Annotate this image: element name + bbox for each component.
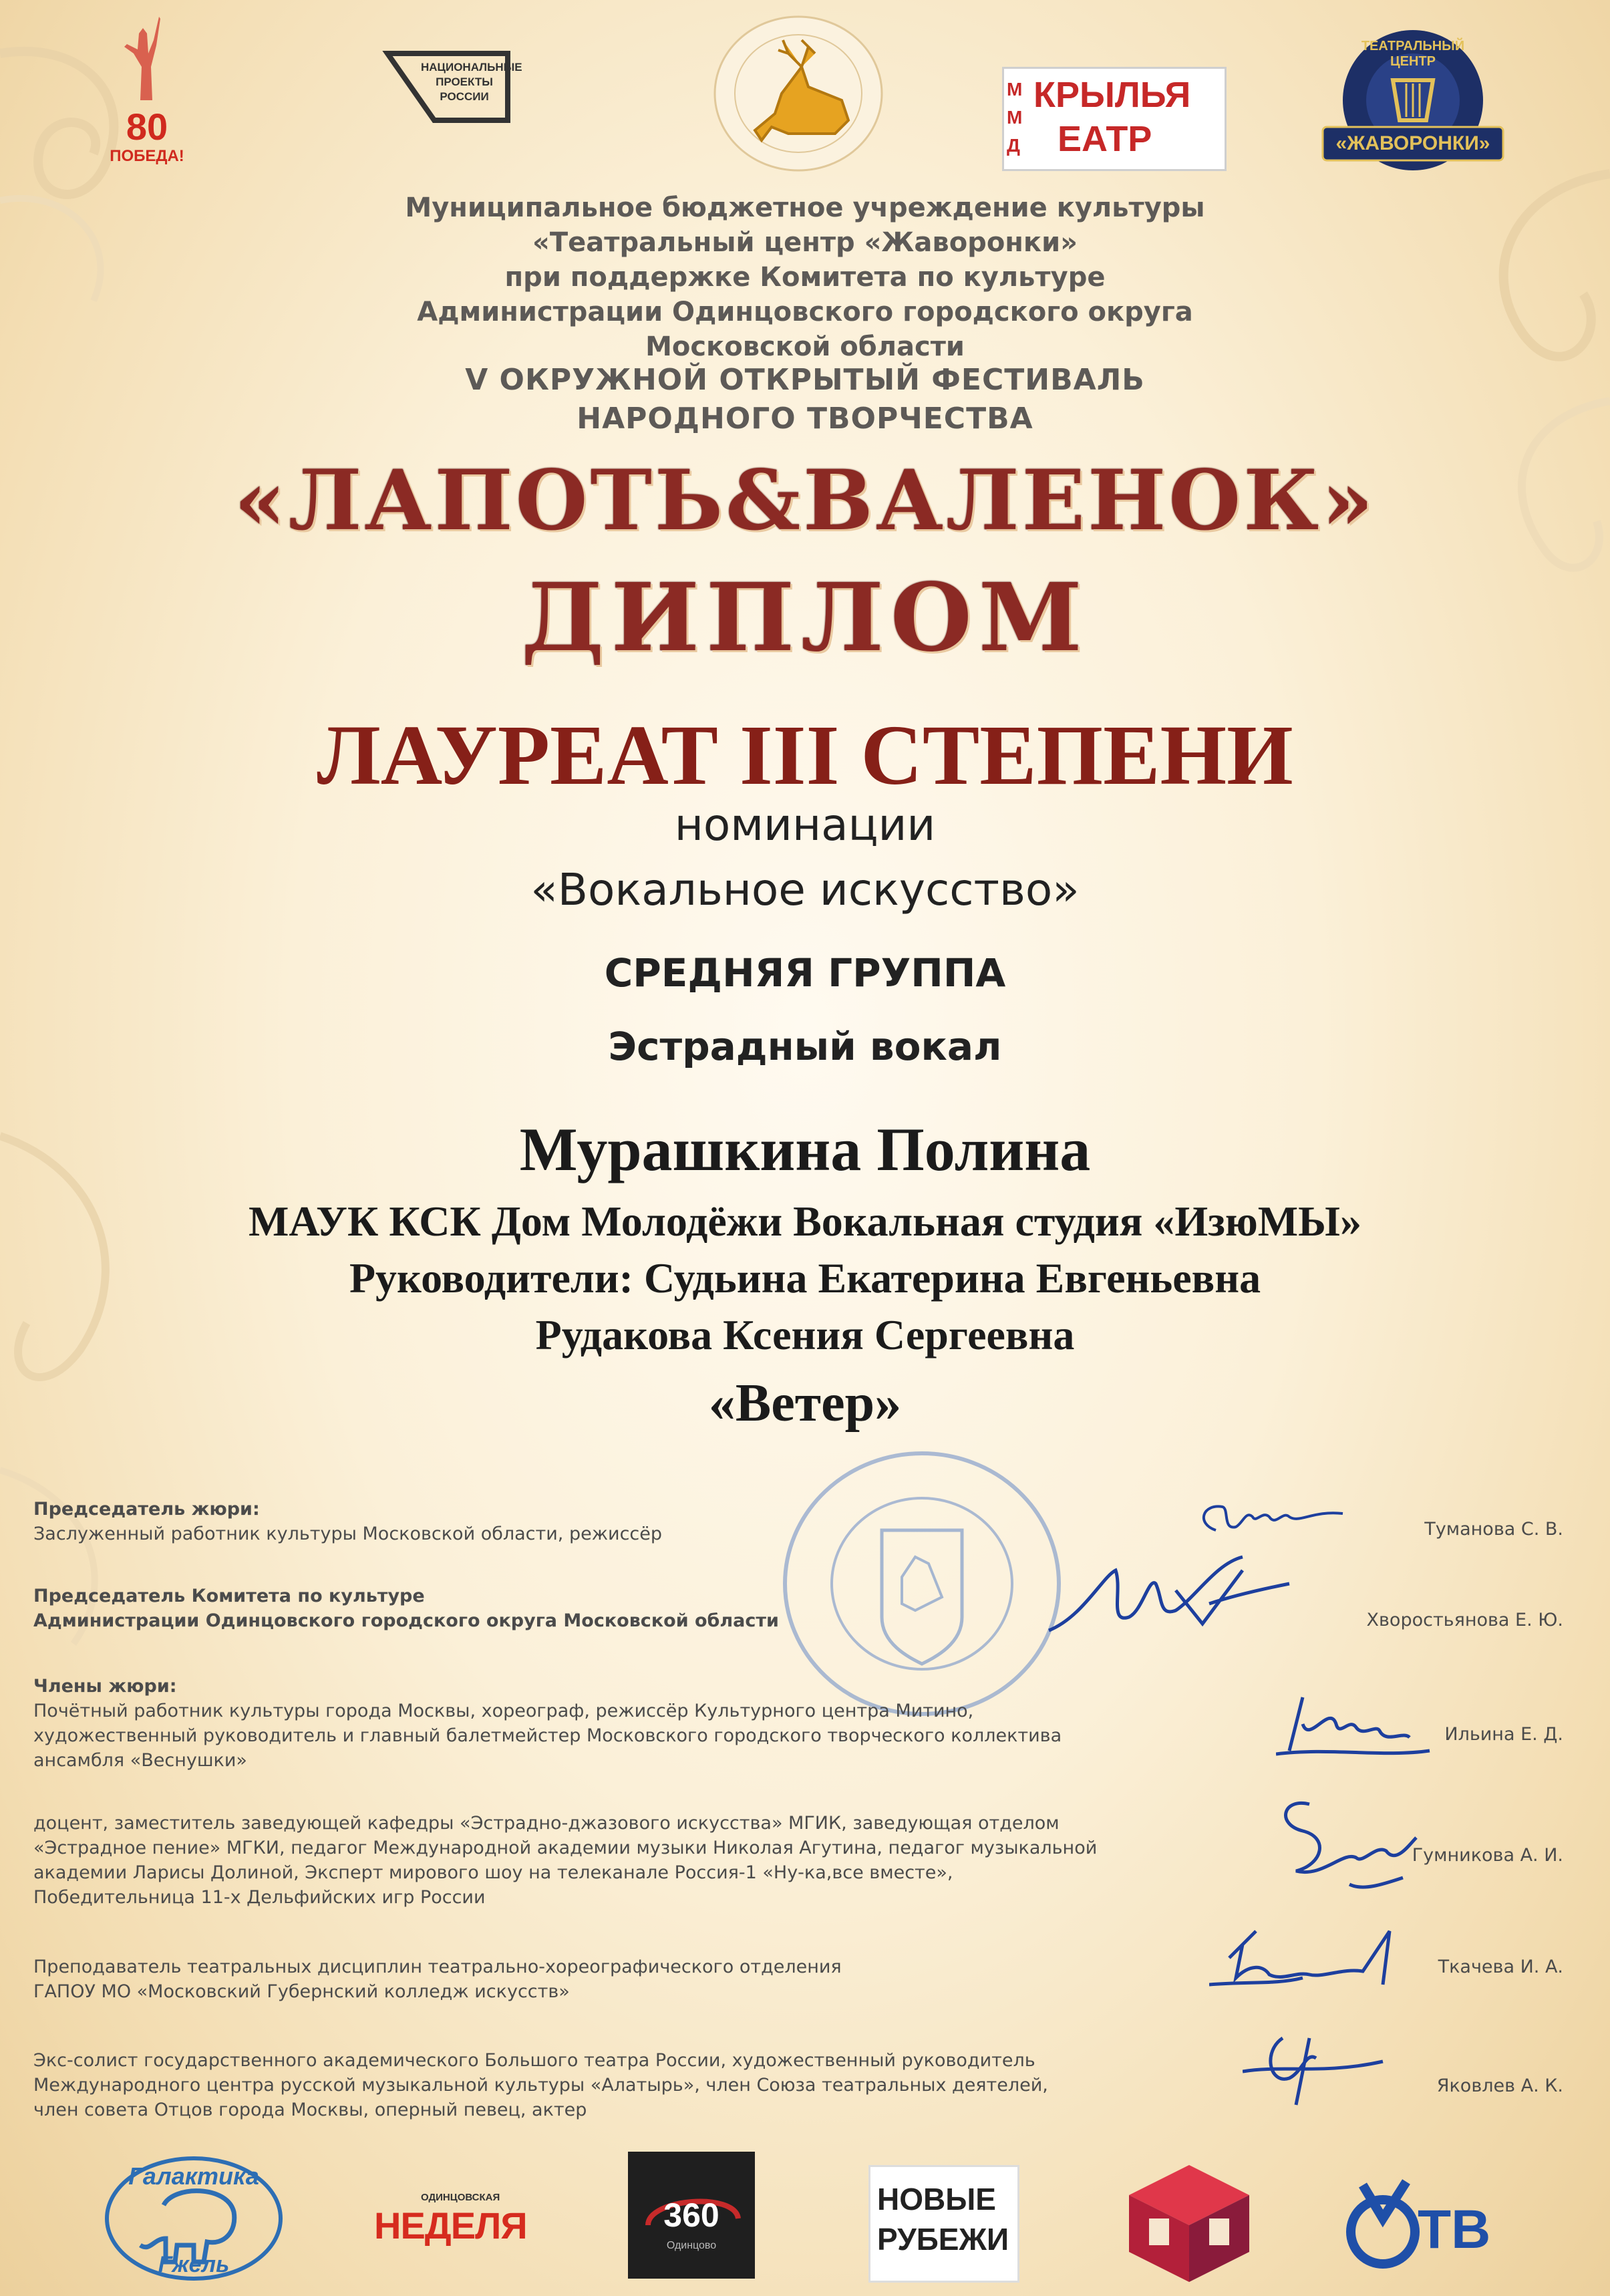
- festival-title: [0, 361, 1610, 438]
- leaders-line: Руководители: Судьина Екатерина Евгеньевна: [349, 1254, 1261, 1302]
- otv-logo: [1343, 2178, 1503, 2272]
- tv360-sub: Одинцово: [666, 2240, 717, 2251]
- nomination-title: «Вокальное искусство»: [530, 864, 1080, 915]
- leader-2-line: Рудакова Ксения Сергеевна: [535, 1311, 1075, 1358]
- institution-line: МАУК КСК Дом Молодёжи Вокальная студия «ИзюМЫ»: [249, 1197, 1361, 1245]
- jury-member-name: Гумникова А. И.: [1412, 1845, 1563, 1866]
- jury-role-line: Администрации Одинцовского городского округа Московской области: [33, 1610, 779, 1631]
- jury-role-line: «Эстрадное пение» МГКИ, педагог Международной академии музыки Николая Агутина, педагог музыкальной: [33, 1838, 1098, 1858]
- cube-logo: [1122, 2158, 1256, 2285]
- organizer-line: Муниципальное бюджетное учреждение культуры: [405, 192, 1205, 223]
- jury-role-line: Экс-солист государственного академического Большого театра России, художественный руководитель: [33, 2050, 1035, 2071]
- jury-role-line: Почётный работник культуры города Москвы, хореограф, режиссёр Культурного центра Митино,: [33, 1701, 974, 1721]
- song-title: «Ветер»: [708, 1374, 902, 1433]
- jury-title: Председатель Комитета по культуре: [33, 1586, 425, 1606]
- galaktika-gzhel-logo: [100, 2152, 287, 2285]
- rubezhi-line-1: НОВЫЕ: [877, 2182, 996, 2216]
- jury-title: Председатель жюри:: [33, 1499, 260, 1520]
- jury-role-line: художественный руководитель и главный балетмейстер Московского городского творческого коллектива: [33, 1725, 1062, 1746]
- zhavoronki-banner-text: «ЖАВОРОНКИ»: [1335, 132, 1490, 154]
- organizer-line: Московской области: [645, 331, 965, 362]
- red-cube-icon: [1122, 2158, 1256, 2285]
- jury-member-name: Туманова С. В.: [1424, 1519, 1563, 1540]
- victory-text: ПОБЕДА!: [110, 147, 184, 165]
- jury-entry: [33, 1584, 1563, 1633]
- jury-role-line: Победительница 11-х Дельфийских игр России: [33, 1887, 486, 1908]
- krylya-left-text: ММД: [1007, 79, 1023, 156]
- jury-role-line: ансамбля «Веснушки»: [33, 1750, 247, 1771]
- diploma-title: ДИПЛОМ: [521, 563, 1089, 673]
- jury-role-line: академии Ларисы Долиной, Эксперт мирового шоу на телеканале Россия-1 «Ну-ка,все вместе»,: [33, 1862, 953, 1883]
- zhavoronki-arc-text: ТЕАТРАЛЬНЫЙ ЦЕНТР: [1361, 39, 1465, 69]
- signature-tumanova: [1189, 1497, 1349, 1557]
- galaktika-top-text: Галактика: [128, 2162, 259, 2190]
- krylya-title-1: КРЫЛЬЯ: [1033, 75, 1191, 115]
- odintsovo-deer-emblem: [708, 13, 889, 174]
- jury-member-name: Хворостьянова Е. Ю.: [1366, 1610, 1563, 1630]
- rubezhi-line-2: РУБЕЖИ: [877, 2222, 1009, 2257]
- organizer-block: [0, 190, 1610, 364]
- award-title: ЛАУРЕАТ III СТЕПЕНИ: [317, 708, 1293, 803]
- jury-role-line: Заслуженный работник культуры Московской области, режиссёр: [33, 1524, 663, 1544]
- krylya-title-2: ЕАТР: [1058, 119, 1152, 159]
- galaktika-bottom-text: Гжель: [158, 2252, 230, 2277]
- signature-gumnikova: [1269, 1784, 1430, 1898]
- top-logos: [0, 13, 1610, 174]
- signature-tkacheva: [1209, 1918, 1416, 1998]
- odintsovskaya-nedelya-logo: [374, 2192, 548, 2259]
- jury-role-line: член совета Отцов города Москвы, оперный певец, актер: [33, 2100, 587, 2120]
- krylya-theatre-logo: [1002, 67, 1227, 171]
- jury-role-line: Преподаватель театральных дисциплин театрально-хореографического отделения: [33, 1957, 842, 1977]
- victory-80-logo: [100, 13, 194, 174]
- novye-rubezhi-logo: [868, 2165, 1019, 2283]
- signature-khvorostyanova: [1042, 1550, 1296, 1644]
- festival-brand: «ЛАПОТЬ&ВАЛЕНОК»: [234, 452, 1376, 549]
- festival-line: НАРОДНОГО ТВОРЧЕСТВА: [577, 402, 1033, 436]
- festival-line: V ОКРУЖНОЙ ОТКРЫТЫЙ ФЕСТИВАЛЬ: [465, 363, 1145, 397]
- otv-circle-icon: [1343, 2178, 1423, 2272]
- nomination-word: номинации: [674, 799, 936, 851]
- organizer-line: Администрации Одинцовского городского округа: [417, 297, 1193, 327]
- nedelya-small-text: ОДИНЦОВСКАЯ: [421, 2192, 500, 2203]
- jury-member-name: Ткачева И. А.: [1438, 1957, 1563, 1977]
- category-title: Эстрадный вокал: [608, 1024, 1002, 1069]
- otv-text: ТВ: [1418, 2199, 1491, 2260]
- motherland-statue-icon: [100, 13, 194, 114]
- jury-role-line: доцент, заместитель заведующей кафедры «Эстрадно-джазового искусства» МГИК, заведующая отделом: [33, 1813, 1060, 1834]
- signature-ilyina: [1276, 1684, 1436, 1771]
- participant-name: Мурашкина Полина: [519, 1115, 1091, 1183]
- group-title: СРЕДНЯЯ ГРУППА: [604, 950, 1006, 996]
- organizer-line: при поддержке Комитета по культуре: [504, 262, 1106, 293]
- deer-emblem-icon: [708, 13, 889, 174]
- zhavoronki-theatre-logo: [1316, 27, 1510, 174]
- jury-role-line: Международного центра русской музыкальной культуры «Алатырь», член Союза театральных деятелей,: [33, 2075, 1048, 2096]
- jury-member-name: Яковлев А. К.: [1436, 2075, 1563, 2096]
- national-projects-line-3: РОССИИ: [440, 90, 489, 103]
- bottom-logos: [0, 2152, 1610, 2285]
- jury-role-line: ГАПОУ МО «Московский Губернский колледж искусств»: [33, 1981, 570, 2002]
- victory-number: 80: [126, 106, 168, 148]
- nedelya-title: НЕДЕЛЯ: [374, 2204, 527, 2247]
- tv360-number: 360: [663, 2196, 719, 2234]
- jury-title: Члены жюри:: [33, 1676, 177, 1697]
- national-projects-line-2: ПРОЕКТЫ: [436, 76, 493, 88]
- organizer-line: «Театральный центр «Жаворонки»: [532, 227, 1078, 258]
- national-projects-logo: [374, 47, 522, 127]
- national-projects-line-1: НАЦИОНАЛЬНЫЕ: [421, 61, 522, 74]
- tv360-logo: [628, 2152, 755, 2279]
- jury-member-name: Ильина Е. Д.: [1444, 1724, 1563, 1745]
- signature-yakovlev: [1243, 2025, 1390, 2112]
